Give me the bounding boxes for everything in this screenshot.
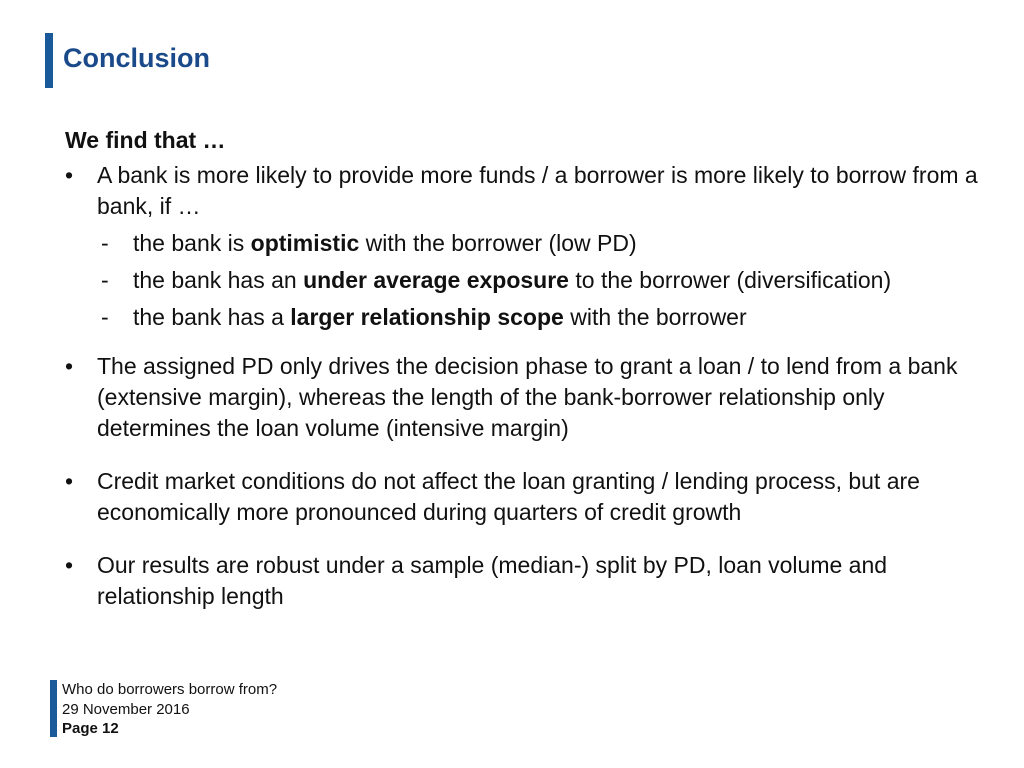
sub-item <box>97 228 995 259</box>
bullet-item <box>65 160 995 333</box>
title-accent-bar <box>45 33 53 88</box>
sub-item <box>97 302 995 333</box>
sub-text-before: the bank has an <box>133 267 304 293</box>
sub-text-after: with the borrower <box>563 304 747 330</box>
bullet-item <box>65 466 995 528</box>
sub-marker: - <box>101 304 109 330</box>
sub-text-bold: larger relationship scope <box>290 304 564 330</box>
intro-heading: We find that … <box>65 127 226 153</box>
slide-title: Conclusion <box>63 43 210 73</box>
sub-text-before: the bank has a <box>133 304 291 330</box>
bullet-marker: • <box>65 162 74 188</box>
sub-marker: - <box>101 267 109 293</box>
bullet-marker: • <box>65 468 74 494</box>
bullet-marker: • <box>65 552 74 578</box>
sub-marker: - <box>101 230 109 256</box>
bullet-marker: • <box>65 353 74 379</box>
sub-item <box>97 265 995 296</box>
bullet-text: Our results are robust under a sample (median-) split by PD, loan volume and relationship length <box>97 552 888 609</box>
sub-text-before: the bank is <box>133 230 251 256</box>
footer-page-number: Page 12 <box>62 720 119 737</box>
footer-date: 29 November 2016 <box>62 700 190 718</box>
sub-text-after: with the borrower (low PD) <box>359 230 637 256</box>
sub-text-after: to the borrower (diversification) <box>568 267 892 293</box>
bullet-text: Credit market conditions do not affect the loan granting / lending process, but are economically more pronounced during quarters of credit growth <box>97 468 920 525</box>
slide-content <box>65 125 995 634</box>
sub-text-bold: under average exposure <box>303 267 569 293</box>
footer-presentation-title: Who do borrowers borrow from? <box>62 681 278 698</box>
sub-text-bold: optimistic <box>250 230 360 256</box>
bullet-text: A bank is more likely to provide more funds / a borrower is more likely to borrow from a bank, if … <box>97 162 978 219</box>
footer <box>62 680 277 739</box>
bullet-item <box>65 550 995 612</box>
bullet-item <box>65 351 995 444</box>
bullet-text: The assigned PD only drives the decision phase to grant a loan / to lend from a bank (extensive margin), whereas the length of the bank-borrower relationship only determines the loan volume (intensive margin) <box>97 353 958 441</box>
footer-accent-bar <box>50 680 57 737</box>
